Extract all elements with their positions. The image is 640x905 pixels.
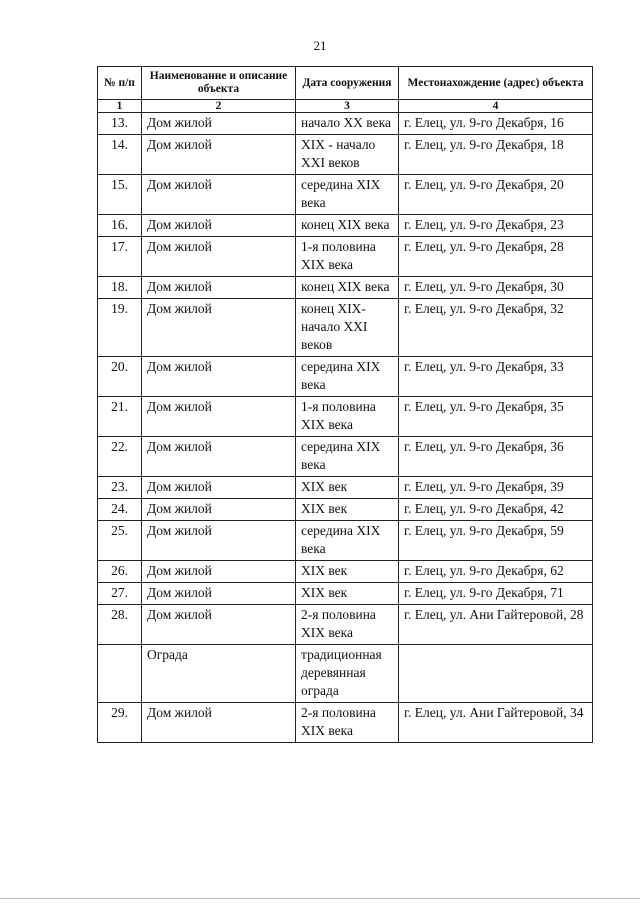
table-row	[98, 499, 593, 521]
table-header-row	[98, 67, 593, 100]
object-address: г. Елец, ул. 9-го Декабря, 42	[399, 499, 593, 521]
object-address: г. Елец, ул. Ани Гайтеровой, 28	[399, 605, 593, 645]
object-name: Дом жилой	[142, 583, 296, 605]
table-row	[98, 357, 593, 397]
table-row	[98, 215, 593, 237]
table-row	[98, 299, 593, 357]
table-row	[98, 277, 593, 299]
object-address: г. Елец, ул. 9-го Декабря, 39	[399, 477, 593, 499]
object-name: Дом жилой	[142, 175, 296, 215]
row-number: 26.	[98, 561, 142, 583]
table-row	[98, 703, 593, 743]
table-row	[98, 561, 593, 583]
construction-date: конец XIX века	[296, 277, 399, 299]
object-address: г. Елец, ул. 9-го Декабря, 62	[399, 561, 593, 583]
header-address: Местонахождение (адрес) объекта	[399, 67, 593, 100]
header-name: Наименование и описание объекта	[142, 67, 296, 100]
object-address: г. Елец, ул. Ани Гайтеровой, 34	[399, 703, 593, 743]
column-number: 2	[142, 100, 296, 113]
construction-date: XIX век	[296, 583, 399, 605]
object-name: Дом жилой	[142, 397, 296, 437]
object-address: г. Елец, ул. 9-го Декабря, 16	[399, 113, 593, 135]
object-address: г. Елец, ул. 9-го Декабря, 36	[399, 437, 593, 477]
column-number: 1	[98, 100, 142, 113]
object-address: г. Елец, ул. 9-го Декабря, 20	[399, 175, 593, 215]
row-number: 15.	[98, 175, 142, 215]
object-name: Дом жилой	[142, 357, 296, 397]
object-address: г. Елец, ул. 9-го Декабря, 18	[399, 135, 593, 175]
bottom-edge-line	[0, 898, 640, 899]
row-number: 22.	[98, 437, 142, 477]
construction-date: 2-я половина XIX века	[296, 703, 399, 743]
object-name: Дом жилой	[142, 113, 296, 135]
table-row	[98, 477, 593, 499]
table-row	[98, 583, 593, 605]
header-number: № п/п	[98, 67, 142, 100]
row-number: 23.	[98, 477, 142, 499]
table-row	[98, 135, 593, 175]
column-number: 4	[399, 100, 593, 113]
row-number: 24.	[98, 499, 142, 521]
object-name: Дом жилой	[142, 299, 296, 357]
row-number: 25.	[98, 521, 142, 561]
object-address: г. Елец, ул. 9-го Декабря, 32	[399, 299, 593, 357]
construction-date: середина XIX века	[296, 175, 399, 215]
object-name: Ограда	[142, 645, 296, 703]
construction-date: 1-я половина XIX века	[296, 397, 399, 437]
object-name: Дом жилой	[142, 277, 296, 299]
row-number: 27.	[98, 583, 142, 605]
table-body	[98, 113, 593, 743]
table-row	[98, 521, 593, 561]
table-row	[98, 237, 593, 277]
object-name: Дом жилой	[142, 521, 296, 561]
object-address: г. Елец, ул. 9-го Декабря, 23	[399, 215, 593, 237]
object-name: Дом жилой	[142, 135, 296, 175]
construction-date: 1-я половина XIX века	[296, 237, 399, 277]
row-number: 20.	[98, 357, 142, 397]
row-number: 19.	[98, 299, 142, 357]
page-number: 21	[313, 38, 327, 53]
column-number: 3	[296, 100, 399, 113]
table-row	[98, 645, 593, 703]
table-row	[98, 397, 593, 437]
object-address: г. Елец, ул. 9-го Декабря, 33	[399, 357, 593, 397]
construction-date: XIX век	[296, 477, 399, 499]
row-number: 29.	[98, 703, 142, 743]
row-number: 17.	[98, 237, 142, 277]
row-number: 21.	[98, 397, 142, 437]
object-name: Дом жилой	[142, 237, 296, 277]
object-address: г. Елец, ул. 9-го Декабря, 59	[399, 521, 593, 561]
table-row	[98, 605, 593, 645]
row-number: 18.	[98, 277, 142, 299]
object-name: Дом жилой	[142, 561, 296, 583]
construction-date: XIX - начало XXI веков	[296, 135, 399, 175]
construction-date: середина XIX века	[296, 437, 399, 477]
object-address: г. Елец, ул. 9-го Декабря, 30	[399, 277, 593, 299]
construction-date: середина XIX века	[296, 357, 399, 397]
column-number-row	[98, 100, 593, 113]
row-number: 14.	[98, 135, 142, 175]
construction-date: середина XIX века	[296, 521, 399, 561]
construction-date: XIX век	[296, 561, 399, 583]
object-address	[399, 645, 593, 703]
object-name: Дом жилой	[142, 215, 296, 237]
row-number	[98, 645, 142, 703]
construction-date: 2-я половина XIX века	[296, 605, 399, 645]
header-date: Дата сооружения	[296, 67, 399, 100]
object-name: Дом жилой	[142, 605, 296, 645]
table-row	[98, 113, 593, 135]
row-number: 13.	[98, 113, 142, 135]
object-name: Дом жилой	[142, 703, 296, 743]
row-number: 28.	[98, 605, 142, 645]
heritage-objects-table	[97, 66, 593, 743]
object-address: г. Елец, ул. 9-го Декабря, 28	[399, 237, 593, 277]
object-address: г. Елец, ул. 9-го Декабря, 35	[399, 397, 593, 437]
object-name: Дом жилой	[142, 499, 296, 521]
object-name: Дом жилой	[142, 477, 296, 499]
construction-date: традиционная деревянная ограда	[296, 645, 399, 703]
construction-date: конец XIX- начало XXI веков	[296, 299, 399, 357]
table-row	[98, 175, 593, 215]
construction-date: начало XX века	[296, 113, 399, 135]
object-name: Дом жилой	[142, 437, 296, 477]
construction-date: конец XIX века	[296, 215, 399, 237]
object-address: г. Елец, ул. 9-го Декабря, 71	[399, 583, 593, 605]
row-number: 16.	[98, 215, 142, 237]
table-row	[98, 437, 593, 477]
construction-date: XIX век	[296, 499, 399, 521]
